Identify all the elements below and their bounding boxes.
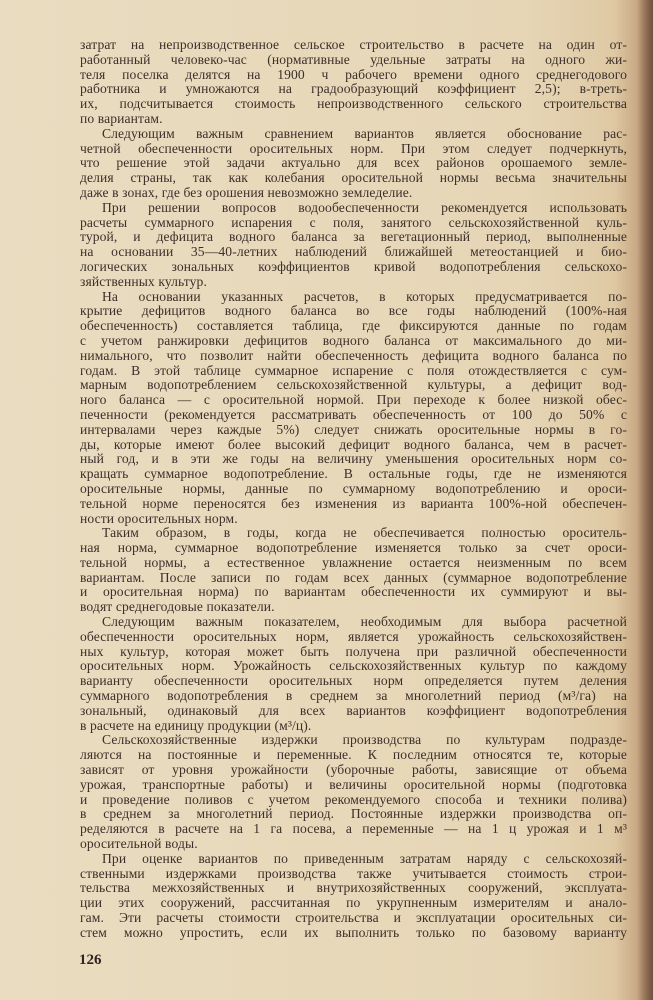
text-line: оросительных норм. Урожайность сельскохозяйственных культур по каждому	[80, 658, 627, 674]
text-line: затрат на непроизводственное сельское строительство в расчете на один от-	[80, 37, 627, 52]
text-line: турой, и дефицита водного баланса за вегетационный период, выполненные	[80, 229, 627, 245]
text-line: марным водопотреблением сельскохозяйственной культуры, а дефицит вод-	[80, 377, 627, 393]
paragraph	[80, 733, 627, 851]
text-line: ная норма, суммарное водопотребление изменяется только за счет ороси-	[80, 540, 627, 556]
text-line: зяйственных культур.	[80, 273, 207, 289]
text-line: Таким образом, в годы, когда не обеспечивается полностью ороситель-	[102, 525, 627, 541]
text-line: ды, которые имеют более высокий дефицит водного баланса, чем в расчет-	[80, 436, 627, 452]
text-line: работанный человеко-час (нормативные удельные затраты на одного жи-	[80, 51, 627, 67]
text-line: ции этих сооружений, рассчитанная по укрупненным измерителям и анало-	[80, 895, 627, 911]
text-line: На основании указанных расчетов, в которых предусматривается по-	[102, 288, 627, 304]
paragraph	[80, 38, 627, 127]
text-line: в расчете на единицу продукции (м³/ц).	[80, 717, 312, 733]
text-line: даже в зонах, где без орошения невозможно земледелие.	[80, 184, 413, 200]
text-line: крытие дефицитов водного баланса во все годы наблюдений (100%-ная	[80, 303, 627, 319]
text-line: печенности (рекомендуется рассматривать обеспеченность от 100 до 50% с	[80, 406, 627, 422]
text-line: что решение этой задачи актуально для всех районов орошаемого земле-	[80, 155, 627, 171]
text-line: обеспеченность) составляется таблица, где фиксируются данные по годам	[80, 318, 627, 334]
paragraph	[80, 201, 627, 290]
text-line: ного баланса — с оросительной нормой. При переходе к более низкой обес-	[80, 392, 627, 408]
paragraph	[80, 615, 627, 733]
text-line: При оценке вариантов по приведенным затратам наряду с сельскохозяй-	[102, 850, 627, 866]
text-line: ности оросительных норм.	[80, 510, 238, 526]
text-line: варианту обеспеченности оросительных норм определяется путем деления	[80, 673, 627, 689]
text-line: ных культур, которая может быть получена при различной обеспеченности	[80, 643, 627, 659]
text-line: урожая, транспортные работы) и величины оросительной нормы (подготовка	[80, 776, 627, 792]
text-line: вариантам. После записи по годам всех данных (суммарное водопотребление	[80, 569, 627, 585]
text-line: четной обеспеченности оросительных норм. При этом следует подчеркнуть,	[80, 140, 627, 156]
text-line: зональный, одинаковый для всех вариантов коэффициент водопотребления	[80, 702, 627, 718]
text-line: При решении вопросов водообеспеченности рекомендуется использовать	[102, 199, 627, 215]
text-line: и оросительная норма) по вариантам обеспеченности их суммируют и вы-	[80, 584, 627, 600]
text-line: логических зональных коэффициентов кривой водопотребления сельскохо-	[80, 258, 627, 274]
text-line: ственными издержками производства также учитывается стоимость строи-	[80, 865, 627, 881]
text-line: Сельскохозяйственные издержки производства по культурам подразде-	[102, 732, 627, 748]
paragraph	[80, 290, 627, 527]
text-line: интервалами через каждые 5%) следует снижать оросительные нормы в го-	[80, 421, 627, 437]
text-line: Следующим важным показателем, необходимым для выбора расчетной	[102, 614, 627, 630]
text-line: расчеты суммарного испарения с поля, занятого сельскохозяйственной куль-	[80, 214, 627, 230]
text-line: зависят от уровня урожайности (уборочные работы, зависящие от объема	[80, 762, 627, 778]
text-line: стем можно упростить, если их выполнить только по базовому варианту	[80, 924, 627, 940]
text-line: делия страны, так как колебания оросительной нормы весьма значительны	[80, 170, 627, 186]
text-line: тельной нормы, а естественное увлажнение остается неизменным по всем	[80, 554, 627, 570]
text-line: оросительной воды.	[80, 836, 198, 852]
text-line: на основании 35—40-летних наблюдений ближайшей метеостанцией и био-	[80, 244, 627, 260]
text-line: суммарного водопотребления в среднем за многолетний период (м³/га) на	[80, 688, 627, 704]
text-line: тельной норме переносятся без изменения из варианта 100%-ной обеспечен-	[80, 495, 627, 511]
paragraph	[80, 127, 627, 201]
text-line: Следующим важным сравнением вариантов является обоснование рас-	[102, 125, 627, 141]
page-body-text	[80, 38, 627, 941]
text-line: ляются на постоянные и переменные. К последним относятся те, которые	[80, 747, 627, 763]
text-line: оросительные нормы, данные по суммарному водопотреблению и ороси-	[80, 480, 627, 496]
text-line: по вариантам.	[80, 110, 163, 126]
paragraph	[80, 526, 627, 615]
text-line: их, подсчитывается стоимость непроизводственного сельского строительства	[80, 96, 627, 112]
text-line: ределяются в расчете на 1 га посева, а переменные — на 1 ц урожая и 1 м³	[80, 821, 627, 837]
text-line: водят среднегодовые показатели.	[80, 599, 275, 615]
text-line: нимального, что позволит найти обеспеченность дефицита водного баланса по	[80, 347, 627, 363]
text-line: обеспеченности оросительных норм, является урожайность сельскохозяйствен-	[80, 628, 627, 644]
text-line: кращать суммарное водопотребление. В остальные годы, где не изменяются	[80, 466, 627, 482]
text-line: с учетом ранжировки дефицитов водного баланса от максимального до ми-	[80, 332, 627, 348]
text-line: годам. В этой таблице суммарное испарение с поля отождествляется с сум-	[80, 362, 627, 378]
paragraph	[80, 852, 627, 941]
page-number: 126	[79, 952, 102, 968]
text-line: и проведение поливов с учетом рекомендуемого способа и техники полива)	[80, 791, 627, 807]
text-line: работника и умножаются на градообразующий коэффициент 2,5); в-треть-	[80, 81, 627, 97]
text-line: ный год, и в эти же годы на величину уменьшения оросительных норм со-	[80, 451, 627, 467]
text-line: в среднем за многолетний период. Постоянные издержки производства оп-	[80, 806, 627, 822]
text-line: тельства межхозяйственных и внутрихозяйственных сооружений, эксплуата-	[80, 880, 627, 896]
text-line: гам. Эти расчеты стоимости строительства и эксплуатации оросительных си-	[80, 910, 627, 926]
text-line: теля поселка делятся на 1900 ч рабочего времени одного среднегодового	[80, 66, 627, 82]
